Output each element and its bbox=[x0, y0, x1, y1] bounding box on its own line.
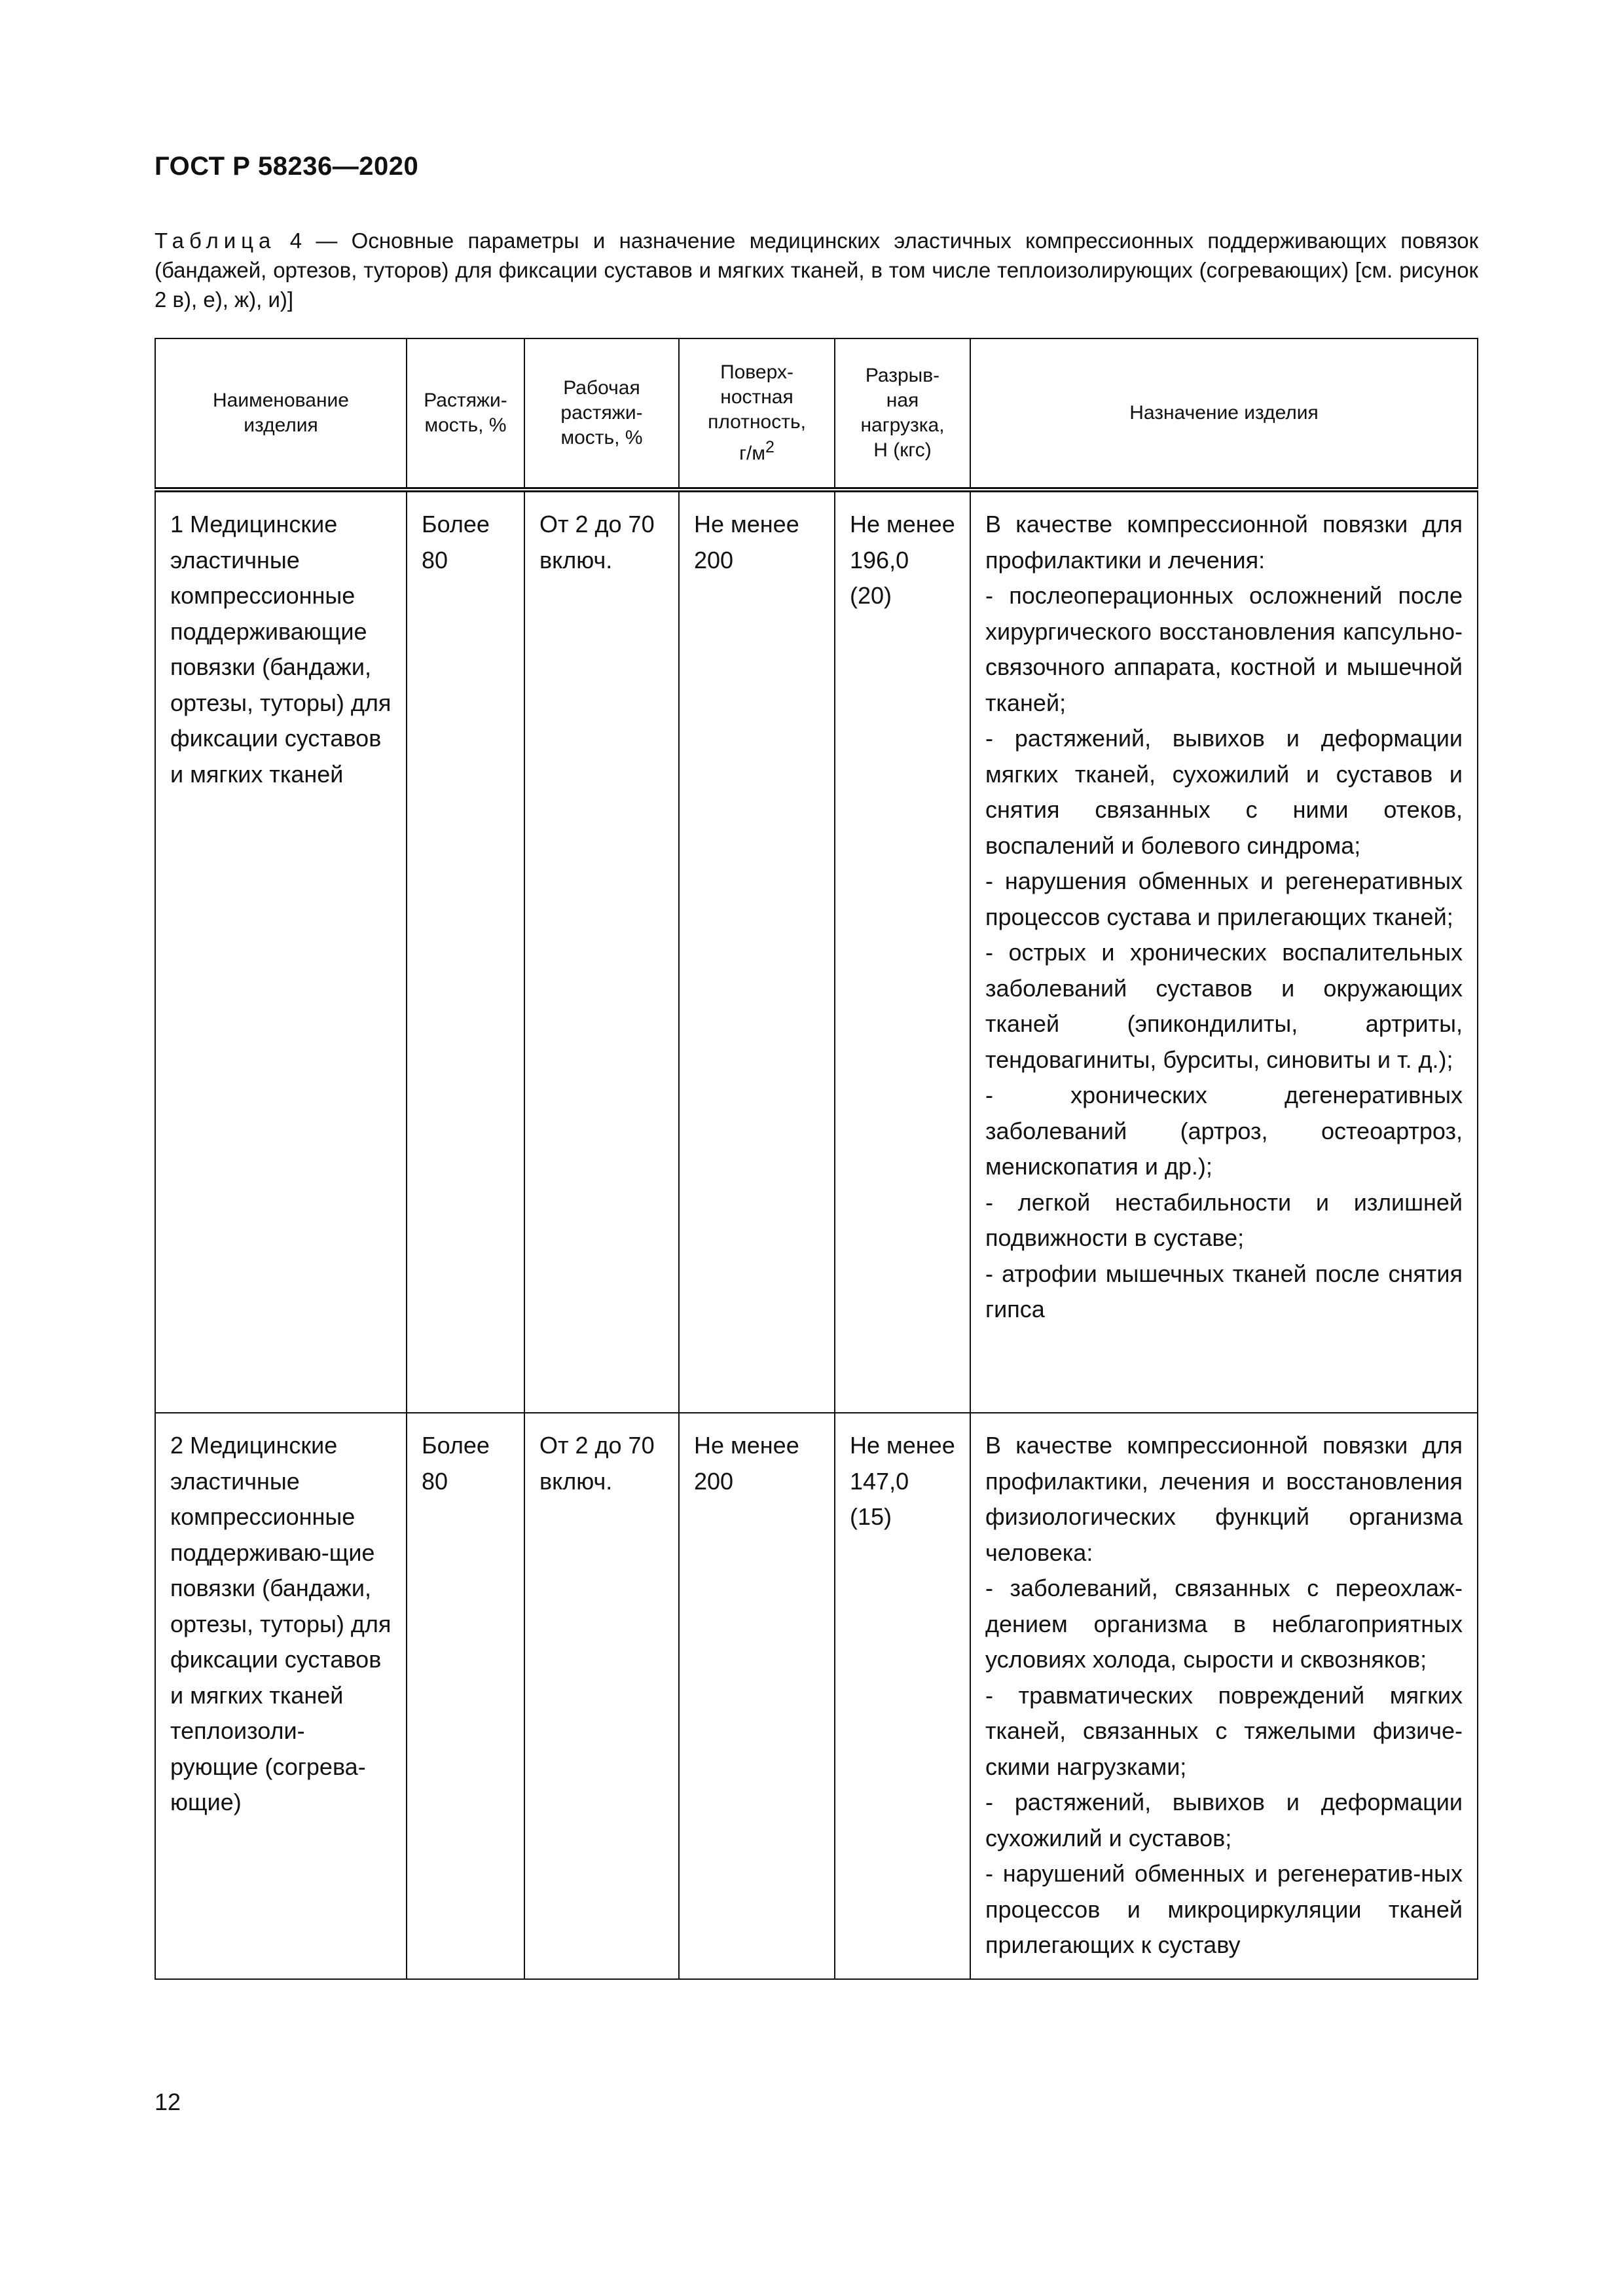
purpose-item: - нарушения обменных и регенеративных процессов сустава и прилегающих тканей; bbox=[985, 867, 1463, 930]
purpose-item: - растяжений, вывихов и деформации сухожилий и суставов; bbox=[985, 1789, 1463, 1851]
document-id: ГОСТ Р 58236—2020 bbox=[155, 152, 419, 181]
column-header-working-stretch: Рабочая растяжи- мость, % bbox=[524, 338, 679, 490]
cell-stretch: Более 80 bbox=[407, 490, 524, 1413]
cell-working-stretch: От 2 до 70 включ. bbox=[524, 1413, 679, 1979]
cell-name: 1 Медицинские эластичные компрессионные поддерживающие повязки (бандажи, ортезы, туторы) для фиксации суставов и мягких тканей bbox=[155, 490, 407, 1413]
table-header bbox=[155, 338, 1478, 490]
cell-purpose bbox=[970, 1413, 1478, 1979]
column-header-name: Наименование изделия bbox=[155, 338, 407, 490]
table-body bbox=[155, 490, 1478, 1979]
purpose-item: - легкой нестабильности и излишней подвижности в суставе; bbox=[985, 1188, 1463, 1251]
cell-breaking-load: Не менее 196,0 (20) bbox=[835, 490, 970, 1413]
column-header-density: Поверх- ностная плотность, $г/м^2$ bbox=[679, 338, 835, 490]
cell-name: 2 Медицинские эластичные компрессионные поддерживаю-щие повязки (бандажи, ортезы, туторы) для фиксации суставов и мягких тканей теплоизоли-рующие (согрева-ющие) bbox=[155, 1413, 407, 1979]
purpose-intro: В качестве компрессионной повязки для профилактики и лечения: bbox=[985, 511, 1463, 574]
header-row bbox=[155, 338, 1478, 490]
parameters-table bbox=[155, 338, 1478, 1980]
purpose-item: - хронических дегенеративных заболеваний (артроз, остеоартроз, менископатия и др.); bbox=[985, 1082, 1463, 1180]
purpose-item: - атрофии мышечных тканей после снятия гипса bbox=[985, 1260, 1463, 1322]
cell-working-stretch: От 2 до 70 включ. bbox=[524, 490, 679, 1413]
purpose-item: - растяжений, вывихов и деформации мягких тканей, сухожилий и суставов и снятия связанных с ними отеков, воспалений и болевого синдрома; bbox=[985, 725, 1463, 859]
purpose-item: - травматических повреждений мягких тканей, связанных с тяжелыми физиче-скими нагрузками; bbox=[985, 1681, 1463, 1780]
cell-purpose bbox=[970, 490, 1478, 1413]
purpose-item: - заболеваний, связанных с переохлаж-дением организма в неблагоприятных условиях холода, сырости и сквозняков; bbox=[985, 1575, 1463, 1673]
cell-breaking-load: Не менее 147,0 (15) bbox=[835, 1413, 970, 1979]
page-number: 12 bbox=[155, 2088, 181, 2115]
purpose-item: - острых и хронических воспалительных заболеваний суставов и окружающих тканей (эпикондилиты, артриты, тендовагиниты, бурситы, синовиты и т. д.); bbox=[985, 939, 1463, 1073]
table-row bbox=[155, 490, 1478, 1413]
table-row bbox=[155, 1413, 1478, 1979]
purpose-item: - нарушений обменных и регенератив-ных процессов и микроциркуляции тканей прилегающих к суставу bbox=[985, 1860, 1463, 1958]
column-header-breaking-load: Разрыв- ная нагрузка, Н (кгс) bbox=[835, 338, 970, 490]
table-caption-label: Таблица bbox=[155, 228, 276, 253]
cell-density: Не менее 200 bbox=[679, 1413, 835, 1979]
purpose-intro: В качестве компрессионной повязки для профилактики, лечения и восстановления физиологических функций организма человека: bbox=[985, 1432, 1463, 1566]
table-caption bbox=[155, 226, 1478, 314]
cell-stretch: Более 80 bbox=[407, 1413, 524, 1979]
column-header-stretch: Растяжи- мость, % bbox=[407, 338, 524, 490]
table-caption-text: 4 — Основные параметры и назначение медицинских эластичных компрессионных поддерживающих повязок (бандажей, ортезов, туторов) для фиксации суставов и мягких тканей, в том числе теплоизолирующих (согревающих) [см. рисунок 2 в), е), ж), и)] bbox=[155, 228, 1478, 312]
purpose-item: - послеоперационных осложнений после хирургического восстановления капсульно-связочного аппарата, костной и мышечной тканей; bbox=[985, 582, 1463, 716]
cell-density: Не менее 200 bbox=[679, 490, 835, 1413]
column-header-purpose: Назначение изделия bbox=[970, 338, 1478, 490]
